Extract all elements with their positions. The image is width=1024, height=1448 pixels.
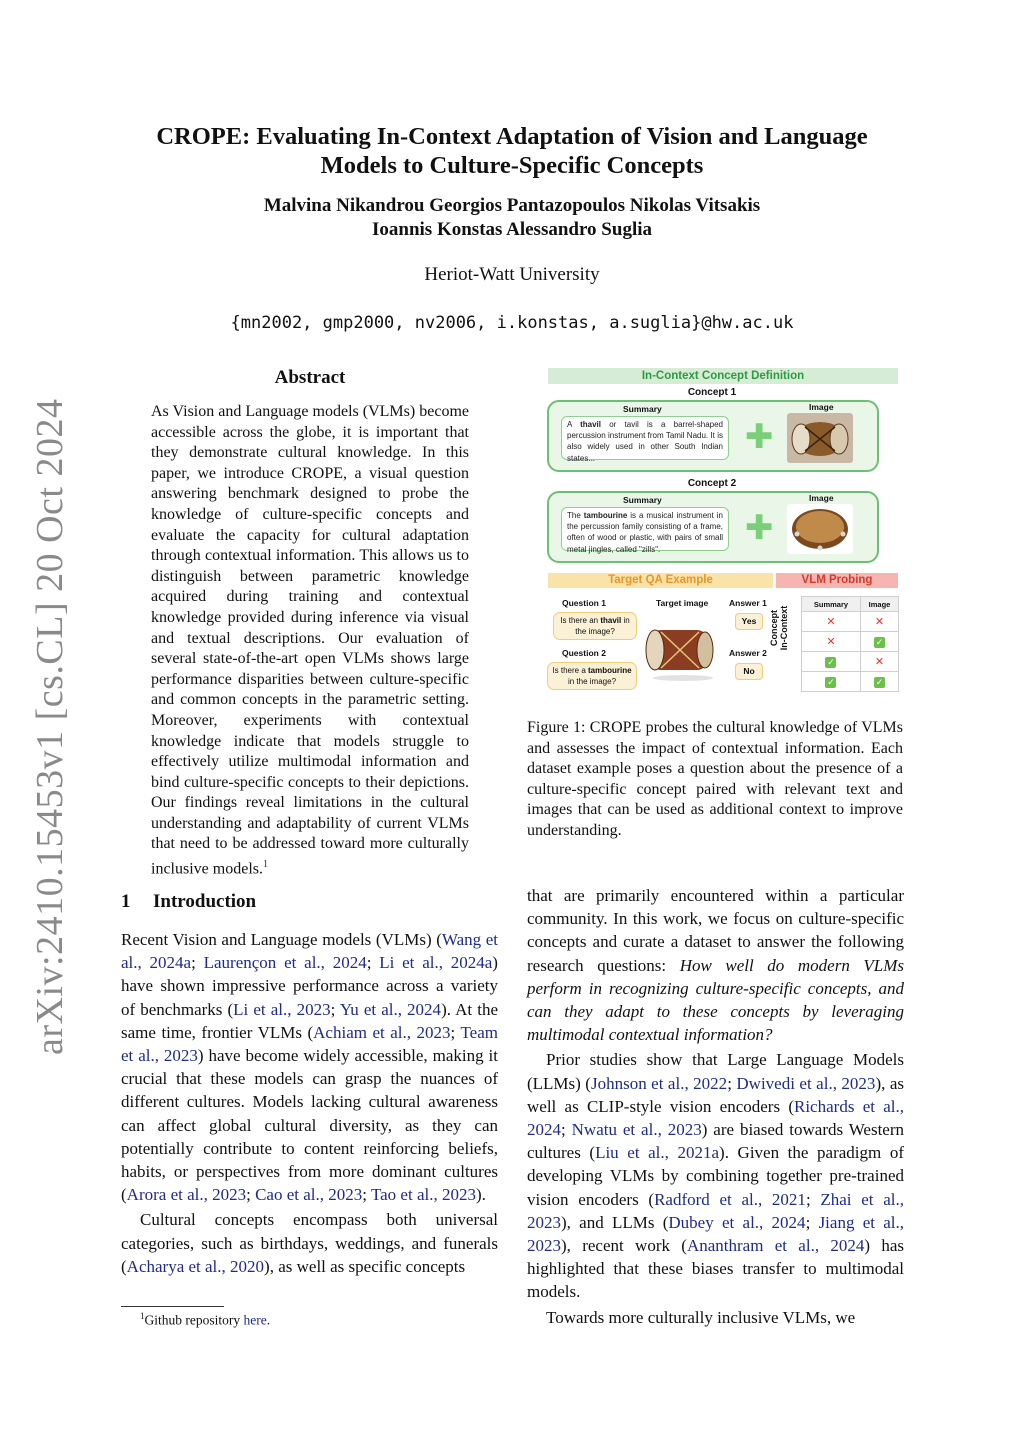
grid-col-summary: Summary xyxy=(802,597,861,612)
right-paragraph-3: Towards more culturally inclusive VLMs, we xyxy=(546,1307,856,1327)
concept-2-title: Concept 2 xyxy=(687,478,737,489)
answer-1: Yes xyxy=(735,613,763,630)
grid-row xyxy=(802,612,899,632)
probing-grid xyxy=(801,596,899,692)
check-icon: ✓ xyxy=(827,676,835,687)
right-paragraph-2: Prior studies show that Large Language Models (LLMs) (Johnson et al., 2022; Dwivedi et al., 2023), as well as CLIP-style vision encoders (Richards et al., 2024; Nwatu et al., 2023) are biased towards Western cultures (Liu et al., 2021a). Given the paradigm of developing VLMs by combining together pre-trained vision encoders (Radford et al., 2021; Zhai et al., 2023), and LLMs (Dubey et al., 2024; Jiang et al., 2023), recent work (Ananthram et al., 2024) has highlighted that these biases transfer to multimodal models. xyxy=(527,1050,905,1302)
cross-icon: ✕ xyxy=(826,616,836,628)
footnote: $^1$Github repository here. xyxy=(140,1311,271,1328)
citation[interactable]: Laurençon et al., 2024 xyxy=(203,953,367,973)
citation[interactable]: Li et al., 2024a xyxy=(379,953,493,973)
authors xyxy=(100,194,924,242)
citation[interactable]: Zhai et al., 2023 xyxy=(527,1189,904,1232)
concept-1-summary: A thavil or tavil is a barrel-shaped percussion instrument from Tamil Nadu. It is also widely used in other South Indian states... xyxy=(561,416,729,460)
citation[interactable]: Liu et al., 2021a xyxy=(595,1143,720,1163)
plus-icon: ✚ xyxy=(745,418,774,456)
tambourine-image xyxy=(787,504,853,554)
citation[interactable]: Richards et al., 2024 xyxy=(527,1096,904,1140)
question-1: Is there an thavil in the image? xyxy=(553,612,637,640)
footnote-rule xyxy=(121,1306,224,1307)
title-line-1: CROPE: Evaluating In-Context Adaptation of Vision and Language xyxy=(156,123,868,150)
citation[interactable]: Wang et al., 2024a xyxy=(121,930,498,973)
concept-1-box xyxy=(547,400,879,472)
abstract-heading: Abstract xyxy=(274,367,346,388)
footnote-mark[interactable]: 1 xyxy=(262,859,268,871)
image-label: Image xyxy=(809,402,834,412)
paper-title xyxy=(100,122,924,180)
answer-2-label: Answer 2 xyxy=(729,648,767,658)
question-1-label: Question 1 xyxy=(562,598,606,608)
abstract-body xyxy=(151,402,469,880)
intro-right-column xyxy=(527,884,904,1329)
authors-line-1: Malvina Nikandrou Georgios Pantazopoulos Nikolas Vitsakis xyxy=(263,195,761,216)
abstract-text: As Vision and Language models (VLMs) become accessible across the globe, it is important that they demonstrate cultural knowledge. In this paper, we introduce CROPE, a visual question answering benchmark designed to probe the knowledge of culture-specific concepts and evaluate the capacity for cultural adaptation through contextual information. This allows us to distinguish between parametric knowledge acquired during training and contextual knowledge provided during inference via visual and textual descriptions. Our evaluation of several state-of-the-art open VLMs shows large performance disparities between culture-specific and common concepts in the parametric setting. Moreover, experiments with contextual knowledge indicate that models struggle to effectively utilize multimodal information and bind culture-specific concepts to their depictions. Our findings reveal limitations in the cultural understanding and adaptability of current VLMs that need to be addressed toward more culturally inclusive models. xyxy=(151,403,469,878)
right-paragraph-1: that are primarily encountered within a particular community. In this work, we focus on culture-specific concepts and curate a dataset to answer the following research questions: How well do modern VLMs perform in recognizing culture-specific concepts, and can they adapt to these concepts by leveraging multimodal contextual information? xyxy=(527,886,904,1045)
check-icon: ✓ xyxy=(875,636,884,647)
citation[interactable]: Johnson et al., 2022 xyxy=(590,1073,728,1093)
github-link[interactable]: here xyxy=(243,1312,267,1328)
cross-icon: ✕ xyxy=(826,636,836,648)
vlm-probing-header: VLM Probing xyxy=(776,573,898,588)
citation[interactable]: Tao et al., 2023 xyxy=(370,1185,476,1205)
answer-2: No xyxy=(735,663,763,680)
image-label: Image xyxy=(809,493,834,503)
cross-icon: ✕ xyxy=(874,616,885,628)
citation[interactable]: Dwivedi et al., 2023 xyxy=(736,1073,876,1093)
intro-paragraph-1: Recent Vision and Language models (VLMs) (Wang et al., 2024a; Laurençon et al., 2024; Li et al., 2024a) have shown impressive performance across a variety of benchmarks (Li et al., 2023; Yu et al., 2024). At the same time, frontier VLMs (Achiam et al., 2023; Team et al., 2023) have become widely accessible, making it crucial that these models can grasp the nuances of different cultures. Models lacking cultural awareness can affect global cultural diversity, as they can potentially contribute to content reinforcing beliefs, habits, or perspectives from more dominant cultures (Arora et al., 2023; Cao et al., 2023; Tao et al., 2023). xyxy=(121,930,499,1205)
citation[interactable]: Nwatu et al., 2023 xyxy=(571,1120,702,1140)
summary-label: Summary xyxy=(623,404,662,414)
email: {mn2002, gmp2000, nv2006, i.konstas, a.suglia}@hw.ac.uk xyxy=(230,313,794,333)
affiliation: Heriot-Watt University xyxy=(424,264,600,285)
citation[interactable]: Cao et al., 2023 xyxy=(255,1185,363,1205)
grid-row xyxy=(802,652,899,672)
section-number: 1 xyxy=(121,891,131,912)
check-icon: ✓ xyxy=(875,676,884,687)
plus-icon: ✚ xyxy=(745,509,774,547)
citation[interactable]: Acharya et al., 2020 xyxy=(126,1256,265,1276)
concept-2-summary: The tambourine is a musical instrument in the percussion family consisting of a frame, often of wood or plastic, with pairs of small metal jingles, called "zills". xyxy=(561,507,729,551)
citation[interactable]: Dubey et al., 2024 xyxy=(668,1212,806,1232)
arxiv-stamp: arXiv:2410.15453v1 [cs.CL] 20 Oct 2024 xyxy=(29,398,71,1055)
thavil-image xyxy=(787,413,853,463)
title-line-2: Models to Culture-Specific Concepts xyxy=(320,152,704,179)
figure-1 xyxy=(545,368,901,700)
citation[interactable]: Achiam et al., 2023 xyxy=(313,1022,451,1042)
citation[interactable]: Ananthram et al., 2024 xyxy=(686,1236,865,1256)
citation[interactable]: Team et al., 2023 xyxy=(121,1022,498,1066)
target-image-label: Target image xyxy=(656,598,709,608)
question-2: Is there a tambourine in the image? xyxy=(547,662,637,690)
authors-line-2: Ioannis Konstas Alessandro Suglia xyxy=(372,219,652,240)
check-icon: ✓ xyxy=(827,656,835,667)
target-qa-header: Target QA Example xyxy=(548,573,773,588)
citation[interactable]: Li et al., 2023 xyxy=(233,999,331,1019)
grid-row xyxy=(802,672,899,692)
question-2-label: Question 2 xyxy=(562,648,606,658)
intro-left-column xyxy=(121,928,498,1278)
target-image xyxy=(643,616,725,686)
citation[interactable]: Arora et al., 2023 xyxy=(126,1185,247,1205)
answer-1-label: Answer 1 xyxy=(729,598,767,608)
intro-paragraph-2: Cultural concepts encompass both universal categories, such as birthdays, weddings, and funerals (Acharya et al., 2020), as well as specific concepts xyxy=(121,1210,498,1276)
citation[interactable]: Yu et al., 2024 xyxy=(339,999,442,1019)
summary-label: Summary xyxy=(623,495,662,505)
cross-icon: ✕ xyxy=(874,656,885,668)
grid-row xyxy=(802,632,899,652)
citation[interactable]: Radford et al., 2021 xyxy=(654,1189,806,1209)
concept-2-box xyxy=(547,491,879,563)
figure-header-context: In-Context Concept Definition xyxy=(548,368,898,384)
grid-col-image: Image xyxy=(860,597,898,612)
figure-caption: Figure 1: CROPE probes the cultural knowledge of VLMs and assesses the impact of contextual information. Each dataset example poses a question about the presence of a culture-specific concept paired with relevant text and images that can be used as additional context to improve understanding. xyxy=(527,719,903,839)
concept-in-context-label: Concept In-Context xyxy=(769,605,789,651)
section-heading xyxy=(121,891,256,913)
citation[interactable]: Jiang et al., 2023 xyxy=(527,1212,905,1256)
section-title: Introduction xyxy=(153,891,257,912)
concept-1-title: Concept 1 xyxy=(687,387,737,398)
